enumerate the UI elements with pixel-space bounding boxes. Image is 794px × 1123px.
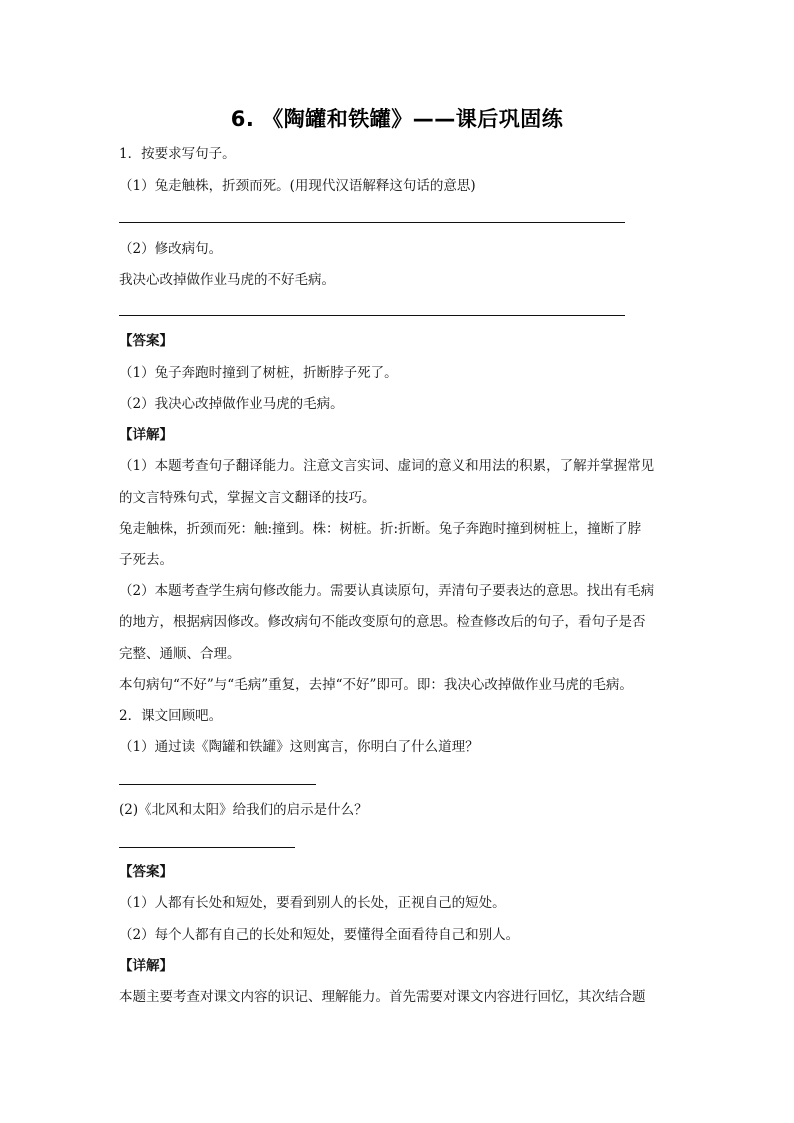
answer-blank-line[interactable] xyxy=(119,847,295,848)
detail-heading: 【详解】 xyxy=(119,427,173,443)
page-title: 6. 《陶罐和铁罐》——课后巩固练 xyxy=(230,107,564,131)
answer-item: （2）每个人都有自己的长处和短处，要懂得全面看待自己和别人。 xyxy=(119,927,520,943)
detail-heading: 【详解】 xyxy=(119,958,173,974)
answer-blank-line[interactable] xyxy=(119,315,625,316)
answer-heading: 【答案】 xyxy=(119,864,173,880)
detail-line: 兔走触株，折颈而死：触:撞到。株：树桩。折:折断。兔子奔跑时撞到树桩上，撞断了脖 xyxy=(119,521,642,537)
answer-blank-line[interactable] xyxy=(119,222,625,223)
answer-blank-line[interactable] xyxy=(119,784,316,785)
question-1-sub-1: （1）兔走触株，折颈而死。(用现代汉语解释这句话的意思) xyxy=(119,178,476,194)
detail-line: 完整、通顺、合理。 xyxy=(119,646,241,662)
question-1-stem: 1．按要求写句子。 xyxy=(119,146,236,162)
question-1-sub-2-sentence: 我决心改掉做作业马虎的不好毛病。 xyxy=(119,272,335,288)
question-2-stem: 2．课文回顾吧。 xyxy=(119,708,223,724)
detail-line: 本题主要考查对课文内容的识记、理解能力。首先需要对课文内容进行回忆，其次结合题 xyxy=(119,989,646,1005)
detail-line: 本句病句“不好”与“毛病”重复，去掉“不好”即可。即：我决心改掉做作业马虎的毛病。 xyxy=(119,677,633,693)
detail-line: 的文言特殊句式，掌握文言文翻译的技巧。 xyxy=(119,490,376,506)
question-2-sub-2: (2)《北风和太阳》给我们的启示是什么？ xyxy=(119,802,368,818)
answer-heading: 【答案】 xyxy=(119,333,173,349)
detail-line: （1）本题考查句子翻译能力。注意文言实词、虚词的意义和用法的积累，了解并掌握常见 xyxy=(119,458,655,474)
answer-item: （1）人都有长处和短处，要看到别人的长处，正视自己的短处。 xyxy=(119,895,506,911)
answer-item: （2）我决心改掉做作业马虎的毛病。 xyxy=(119,396,344,412)
detail-line: 子死去。 xyxy=(119,552,173,568)
answer-item: （1）兔子奔跑时撞到了树桩，折断脖子死了。 xyxy=(119,365,398,381)
detail-line: （2）本题考查学生病句修改能力。需要认真读原句，弄清句子要表达的意思。找出有毛病 xyxy=(119,583,655,599)
question-2-sub-1: （1）通过读《陶罐和铁罐》这则寓言，你明白了什么道理？ xyxy=(119,739,479,755)
question-1-sub-2: （2）修改病句。 xyxy=(119,241,223,257)
detail-line: 的地方，根据病因修改。修改病句不能改变原句的意思。检查修改后的句子，看句子是否 xyxy=(119,614,646,630)
